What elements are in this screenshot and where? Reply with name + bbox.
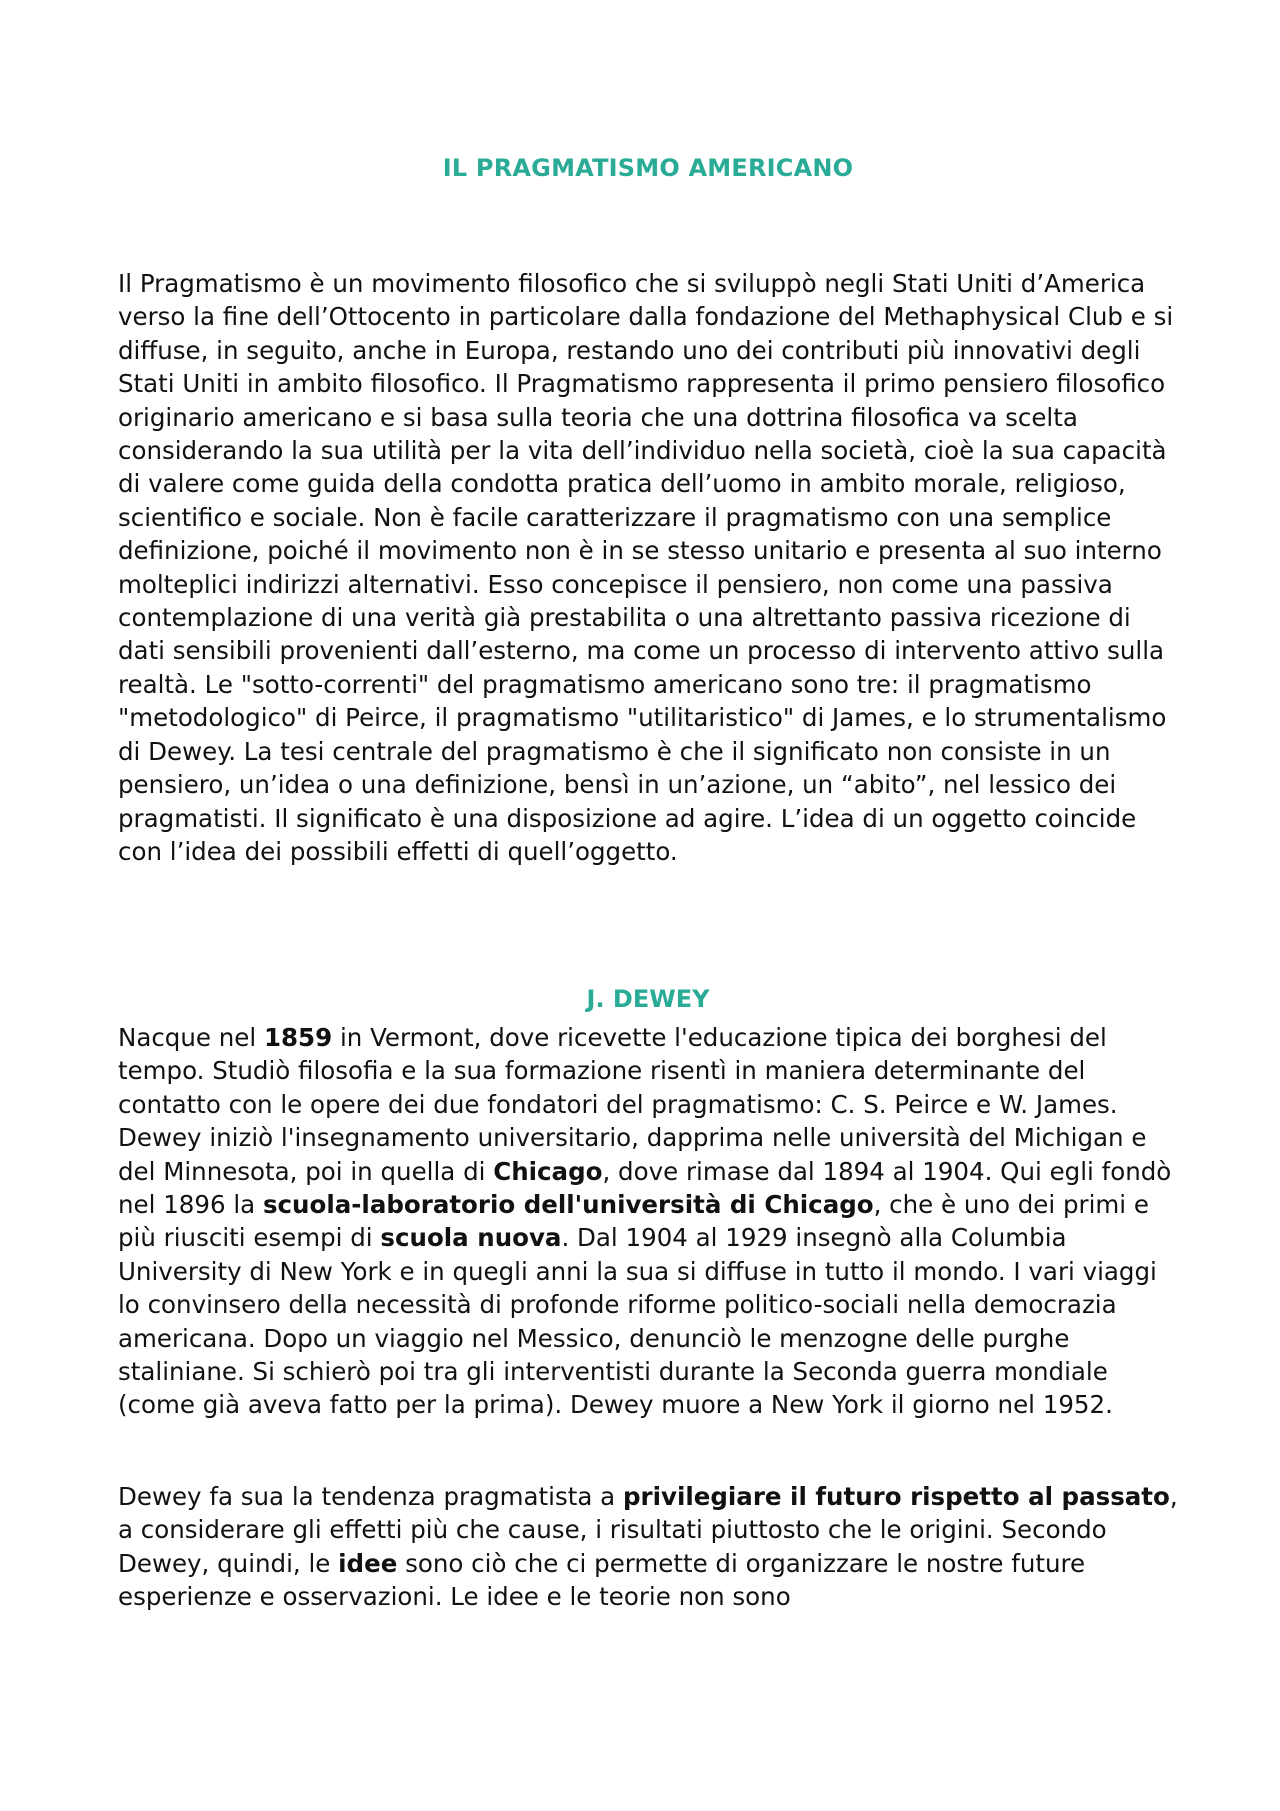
bold-new-school: scuola nuova bbox=[380, 1223, 562, 1253]
bold-future-over-past: privilegiare il futuro rispetto al passato bbox=[622, 1482, 1170, 1511]
text-run: , che è uno dei primi e più riusciti esempi di bbox=[118, 1190, 1149, 1253]
intro-paragraph: Il Pragmatismo è un movimento filosofico che si sviluppò negli Stati Uniti d’America verso la fine dell’Ottocento in particolare dalla fondazione del Methaphysical Club e si diffuse, in seguito, anche in Europa, restando uno dei contributi più innovativi degli Stati Uniti in ambito filosofico. Il Pragmatismo rappresenta il primo pensiero filosofico originario americano e si basa sulla teoria che una dottrina filosofica va scelta considerando la sua utilità per la vita dell’individuo nella società, cioè la sua capacità di valere come guida della condotta pratica dell’uomo in ambito morale, religioso, scientifico e sociale. Non è facile caratterizzare il pragmatismo con una semplice definizione, poiché il movimento non è in se stesso unitario e presenta al suo interno molteplici indirizzi alternativi. Esso concepisce il pensiero, non come una passiva contemplazione di una verità già prestabilita o una altrettanto passiva ricezione di dati sensibili provenienti dall’esterno, ma come un processo di intervento attivo sulla realtà. Le "sotto-correnti" del pragmatismo americano sono tre: il pragmatismo "metodologico" di Peirce, il pragmatismo "utilitaristico" di James, e lo strumentalismo di Dewey. La tesi centrale del pragmatismo è che il significato non consiste in un pensiero, un’idea o una definizione, bensì in un’azione, un “abito”, nel lessico dei pragmatisti. Il significato è una disposizione ad agire. L’idea di un oggetto coincide con l’idea dei possibili effetti di quell’oggetto. bbox=[118, 269, 1174, 866]
text-run: Dewey fa sua la tendenza pragmatista a bbox=[118, 1482, 623, 1511]
bold-chicago: Chicago bbox=[493, 1156, 603, 1186]
text-run: , a considerare gli effetti più che cause, i risultati piuttosto che le origini. Secondo Dewey, quindi, le bbox=[118, 1482, 1178, 1578]
bold-ideas: idee bbox=[338, 1548, 398, 1578]
text-run: . Dal 1904 al 1929 insegnò alla Columbia University di New York e in quegli anni la sua si diffuse in tutto il mondo. I vari viaggi lo convinsero della necessità di profonde riforme politico-sociali nella democrazia americana. Dopo un viaggio nel Messico, denunciò le menzogne delle purghe staliniane. Si schierò poi tra gli interventisti durante la Seconda guerra mondiale (come già aveva fatto per la prima). Dewey muore a New York il giorno nel 1952. bbox=[118, 1223, 1157, 1420]
text-run: sono ciò che ci permette di organizzare le nostre future esperienze e osservazioni. Le idee e le teorie non sono bbox=[118, 1548, 1086, 1612]
text-run: Nacque nel bbox=[118, 1023, 264, 1052]
dewey-thought-paragraph bbox=[118, 1480, 1178, 1614]
bold-year-1859: 1859 bbox=[263, 1023, 333, 1052]
section-heading-dewey: J. DEWEY bbox=[586, 985, 710, 1013]
document-title: IL PRAGMATISMO AMERICANO bbox=[442, 154, 854, 182]
text-run: in Vermont, dove ricevette l'educazione tipica dei borghesi del tempo. Studiò filosofia e la sua formazione risentì in maniera determinante del contatto con le opere dei due fondatori del pragmatismo: C. S. Peirce e W. James. Dewey iniziò l'insegnamento universitario, dapprima nelle università del Michigan e del Minnesota, poi in quella di bbox=[118, 1023, 1147, 1186]
text-run: , dove rimase dal 1894 al 1904. Qui egli fondò nel 1896 la bbox=[118, 1156, 1172, 1220]
dewey-biography-paragraph bbox=[118, 1021, 1178, 1422]
bold-school-laboratory: scuola-laboratorio dell'università di Chicago bbox=[262, 1190, 874, 1220]
